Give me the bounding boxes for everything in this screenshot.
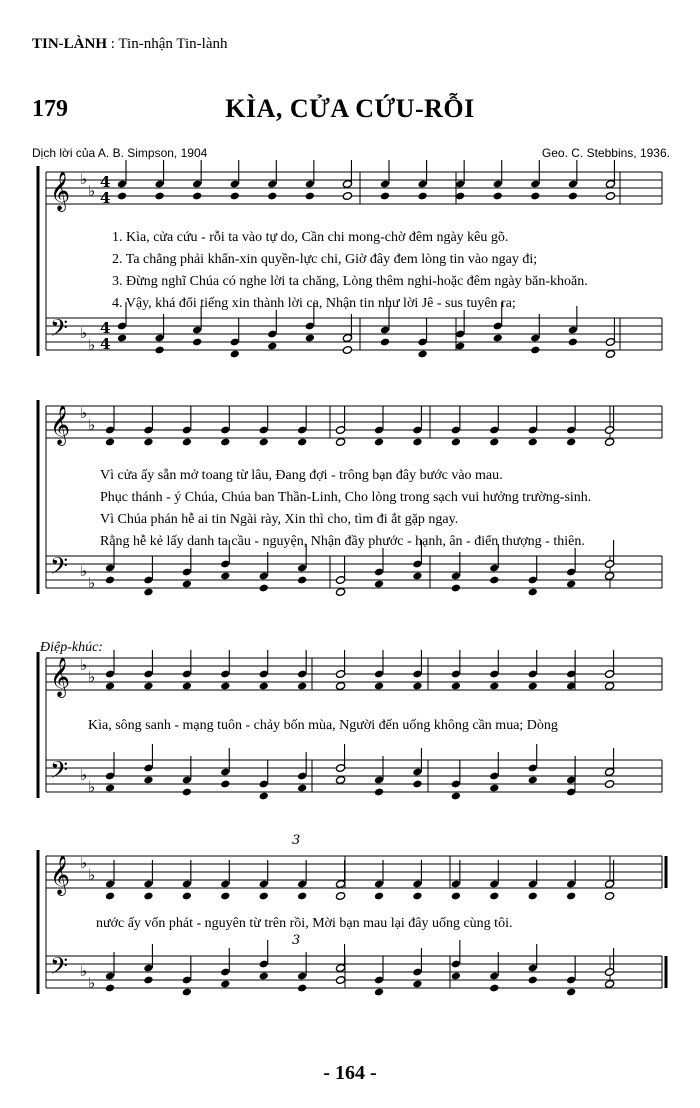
flat-icon: ♭ [80, 170, 88, 188]
note-head [182, 988, 192, 997]
note-head [182, 580, 192, 589]
note-head [451, 438, 461, 447]
treble-clef-icon: 𝄞 [50, 855, 71, 895]
note-head [335, 776, 345, 785]
note-head [374, 788, 384, 797]
verse-2-line-1: 2. Ta chẳng phải khẩn-xin quyền-lực chi, Giờ đây đem lòng tin vào ngay đi; [112, 252, 538, 267]
time-signature-top: 4 [100, 173, 111, 191]
note-head [451, 972, 461, 981]
note-head [455, 192, 465, 201]
note-head [568, 338, 578, 347]
note-head [182, 682, 192, 691]
note-head [335, 682, 345, 691]
verse-3-line-2: Vì Chúa phán hễ ai tin Ngài rày, Xin thì cho, tìm đi ắt gặp ngay. [100, 512, 459, 527]
note-head [380, 192, 390, 201]
note-head [412, 572, 422, 581]
note-head [374, 682, 384, 691]
flat-icon: ♭ [88, 416, 96, 434]
note-head [380, 338, 390, 347]
note-head [489, 984, 499, 993]
note-head [566, 892, 576, 901]
note-head [528, 892, 538, 901]
note-head [259, 892, 269, 901]
note-head [143, 976, 153, 985]
book-section: Tin-nhận Tin-lành [118, 36, 228, 52]
flat-icon: ♭ [80, 656, 88, 674]
note-head [259, 584, 269, 593]
note-head [489, 682, 499, 691]
note-head [259, 972, 269, 981]
note-head [604, 682, 614, 691]
flat-icon: ♭ [80, 324, 88, 342]
note-head [182, 892, 192, 901]
verse-3-line-1: 3. Đừng nghĩ Chúa có nghe lời ta chăng, Lòng thêm nghi-hoặc đêm ngày băn-khoăn. [112, 274, 588, 289]
note-head [105, 784, 115, 793]
treble-clef-icon: 𝄞 [50, 405, 71, 445]
note-head [604, 572, 614, 581]
verse-1-line-1: 1. Kìa, cửa cứu - rỗi ta vào tự do, Cần chi mong-chờ đêm ngày kêu gõ. [112, 230, 509, 245]
note-head [267, 192, 277, 201]
note-head [335, 892, 345, 901]
note-head [335, 438, 345, 447]
flat-icon: ♭ [80, 404, 88, 422]
note-head [528, 776, 538, 785]
note-head [117, 192, 127, 201]
verse-1-line-2: Vì cửa ấy sẵn mở toang từ lâu, Đang đợi - trông bạn đây bước vào mau. [100, 468, 503, 483]
note-head [566, 438, 576, 447]
note-head [220, 892, 230, 901]
bass-clef-icon: 𝄢 [50, 952, 69, 985]
note-head [528, 588, 538, 597]
note-head [451, 584, 461, 593]
note-head [489, 784, 499, 793]
note-head [305, 192, 315, 201]
flat-icon: ♭ [88, 778, 96, 796]
note-head [528, 438, 538, 447]
note-head [374, 580, 384, 589]
note-head [259, 792, 269, 801]
note-head [451, 682, 461, 691]
note-head [154, 192, 164, 201]
bass-clef-icon: 𝄢 [50, 756, 69, 789]
bass-clef-icon: 𝄢 [50, 552, 69, 585]
note-head [530, 192, 540, 201]
note-head [297, 984, 307, 993]
note-head [230, 350, 240, 359]
note-head [143, 776, 153, 785]
note-head [143, 438, 153, 447]
note-head [489, 438, 499, 447]
flat-icon: ♭ [80, 766, 88, 784]
note-head [342, 192, 352, 201]
note-head [489, 576, 499, 585]
note-head [451, 792, 461, 801]
treble-clef-icon: 𝄞 [50, 171, 71, 211]
note-head [412, 780, 422, 789]
note-head [528, 682, 538, 691]
note-head [105, 682, 115, 691]
flat-icon: ♭ [88, 668, 96, 686]
note-head [220, 980, 230, 989]
note-head [297, 682, 307, 691]
note-head [530, 346, 540, 355]
note-head [412, 438, 422, 447]
note-head [374, 438, 384, 447]
triplet-mark: 3 [292, 833, 301, 848]
note-head [143, 892, 153, 901]
header-separator: : [107, 36, 119, 52]
note-head [566, 988, 576, 997]
translator-credit: Dịch lời của A. B. Simpson, 1904 [32, 146, 208, 160]
bass-clef-icon: 𝄢 [50, 314, 69, 347]
flat-icon: ♭ [88, 974, 96, 992]
note-head [220, 438, 230, 447]
flat-icon: ♭ [80, 854, 88, 872]
verse-2-line-2: Phục thánh - ý Chúa, Chúa ban Thần-Linh, Cho lòng trong sạch vui hưởng trường-sinh. [100, 490, 592, 505]
flat-icon: ♭ [80, 962, 88, 980]
note-head [297, 576, 307, 585]
note-head [192, 338, 202, 347]
time-signature-top: 4 [100, 319, 111, 337]
composer-credit: Geo. C. Stebbins, 1936. [541, 146, 670, 160]
note-head [493, 192, 503, 201]
note-head [105, 438, 115, 447]
note-head [220, 780, 230, 789]
note-head [259, 438, 269, 447]
note-head [451, 892, 461, 901]
note-head [117, 334, 127, 343]
note-head [374, 892, 384, 901]
note-head [604, 438, 614, 447]
note-head [604, 980, 614, 989]
note-head [220, 572, 230, 581]
note-head [374, 988, 384, 997]
note-head [412, 682, 422, 691]
note-head [192, 192, 202, 201]
time-signature-bottom: 4 [100, 335, 111, 353]
note-head [143, 682, 153, 691]
note-head [566, 580, 576, 589]
note-head [259, 682, 269, 691]
note-head [335, 588, 345, 597]
note-head [493, 334, 503, 343]
note-head [105, 892, 115, 901]
hymn-title: KÌA, CỬA CỨU-RỖI [225, 94, 475, 123]
note-head [297, 784, 307, 793]
note-head [105, 576, 115, 585]
flat-icon: ♭ [80, 562, 88, 580]
note-head [417, 192, 427, 201]
verse-4-line-1: 4. Vậy, khá đổi tiếng xin thành lời ca, Nhận tin như lời Jê - sus tuyên ra; [112, 296, 516, 311]
time-signature-bottom: 4 [100, 189, 111, 207]
note-head [417, 350, 427, 359]
note-head [297, 892, 307, 901]
note-head [489, 892, 499, 901]
note-head [605, 192, 615, 201]
note-head [105, 984, 115, 993]
note-head [412, 980, 422, 989]
triplet-mark: 3 [292, 933, 301, 948]
verse-4-line-2: Rằng hễ kẻ lấy danh ta cầu - nguyện, Nhận đầy phước - hạnh, ân - điển thượng - thiên. [100, 534, 585, 549]
note-head [154, 346, 164, 355]
hymn-number: 179 [32, 96, 68, 122]
note-head [604, 780, 614, 789]
book-name: TIN-LÀNH [32, 36, 108, 52]
note-head [568, 192, 578, 201]
note-head [267, 342, 277, 351]
note-head [220, 682, 230, 691]
note-head [528, 976, 538, 985]
note-head [342, 346, 352, 355]
refrain-line-1: Kìa, sông sanh - mạng tuôn - chảy bốn mùa, Người đến uống không cần mua; Dòng [88, 718, 558, 733]
note-head [605, 350, 615, 359]
page-number: - 164 - [323, 1062, 377, 1084]
flat-icon: ♭ [88, 574, 96, 592]
flat-icon: ♭ [88, 336, 96, 354]
note-head [297, 438, 307, 447]
note-head [305, 334, 315, 343]
flat-icon: ♭ [88, 182, 96, 200]
note-head [335, 976, 345, 985]
note-head [412, 892, 422, 901]
refrain-label: Điệp-khúc: [40, 640, 103, 655]
note-head [143, 588, 153, 597]
note-head [455, 342, 465, 351]
note-head [182, 438, 192, 447]
note-head [604, 892, 614, 901]
refrain-line-2: nước ấy vốn phát - nguyên từ trên rồi, Mời bạn mau lại đây uống cùng tôi. [96, 916, 513, 931]
treble-clef-icon: 𝄞 [50, 657, 71, 697]
flat-icon: ♭ [88, 866, 96, 884]
note-head [230, 192, 240, 201]
note-head [182, 788, 192, 797]
